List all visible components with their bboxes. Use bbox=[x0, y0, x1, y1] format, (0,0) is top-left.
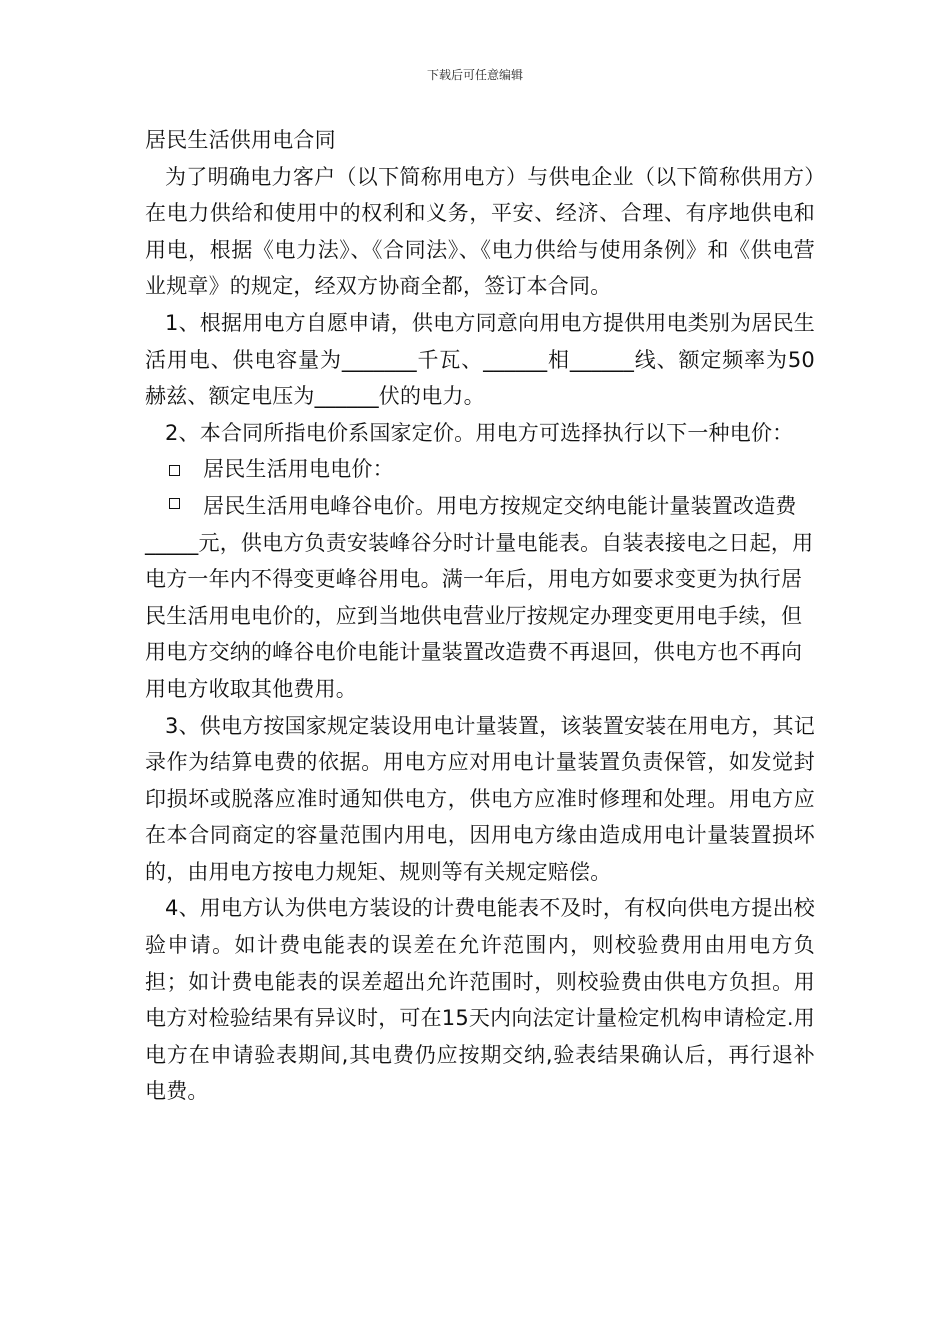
clause-4: 4、用电方认为供电方装设的计费电能表不及时，有权向供电方提出校验申请。如计费电能表的误差在允许范围内，则校验费用由用电方负担；如计费电能表的误差超出允许范围时，则校验费由供电方负担。用电方对检验结果有异议时，可在15天内向法定计量检定机构申请检定.用电方在申请验表期间,其电费仍应按期交纳,验表结果确认后，再行退补电费。 bbox=[145, 896, 815, 1104]
clause-1: 1、根据用电方自愿申请，供电方同意向用电方提供用电类别为居民生活用电、供电容量为_______千瓦、______相______线、额定频率为50赫兹、额定电压为______伏的电力。 bbox=[145, 310, 815, 409]
checkbox-icon[interactable] bbox=[169, 498, 180, 509]
option-label: 居民生活用电峰谷电价。用电方按规定交纳电能计量装置改造费_____元，供电方负责安装峰谷分时计量电能表。自装表接电之日起，用电方一年内不得变更峰谷用电。满一年后，用电方如要求变更为执行居民生活用电电价的，应到当地供电营业厅按规定办理变更用电手续，但用电方交纳的峰谷电价电能计量装置改造费不再退回，供电方也不再向用电方收取其他费用。 bbox=[145, 493, 814, 701]
intro-paragraph: 为了明确电力客户（以下简称用电方）与供电企业（以下简称供用方）在电力供给和使用中的权利和义务，平安、经济、合理、有序地供电和用电，根据《电力法》、《合同法》、《电力供给与使用条例》和《供电营业规章》的规定，经双方协商全都，签订本合同。 bbox=[145, 164, 815, 299]
page-header-note: 下载后可任意编辑 bbox=[426, 68, 523, 82]
option-residential-price bbox=[145, 451, 815, 488]
option-label: 居民生活用电电价： bbox=[203, 457, 394, 482]
checkbox-icon[interactable] bbox=[169, 465, 180, 476]
clause-2: 2、本合同所指电价系国家定价。用电方可选择执行以下一种电价： bbox=[165, 420, 794, 445]
document-title: 居民生活供用电合同 bbox=[145, 128, 336, 152]
option-peak-valley-price bbox=[145, 488, 815, 708]
clause-3: 3、供电方按国家规定装设用电计量装置，该装置安装在用电方，其记录作为结算电费的依据。用电方应对用电计量装置负责保管，如发觉封印损坏或脱落应准时通知供电方，供电方应准时修理和处理。用电方应在本合同商定的容量范围内用电，因用电方缘由造成用电计量装置损坏的，由用电方按电力规矩、规则等有关规定赔偿。 bbox=[145, 713, 815, 884]
document-body bbox=[145, 122, 815, 1110]
